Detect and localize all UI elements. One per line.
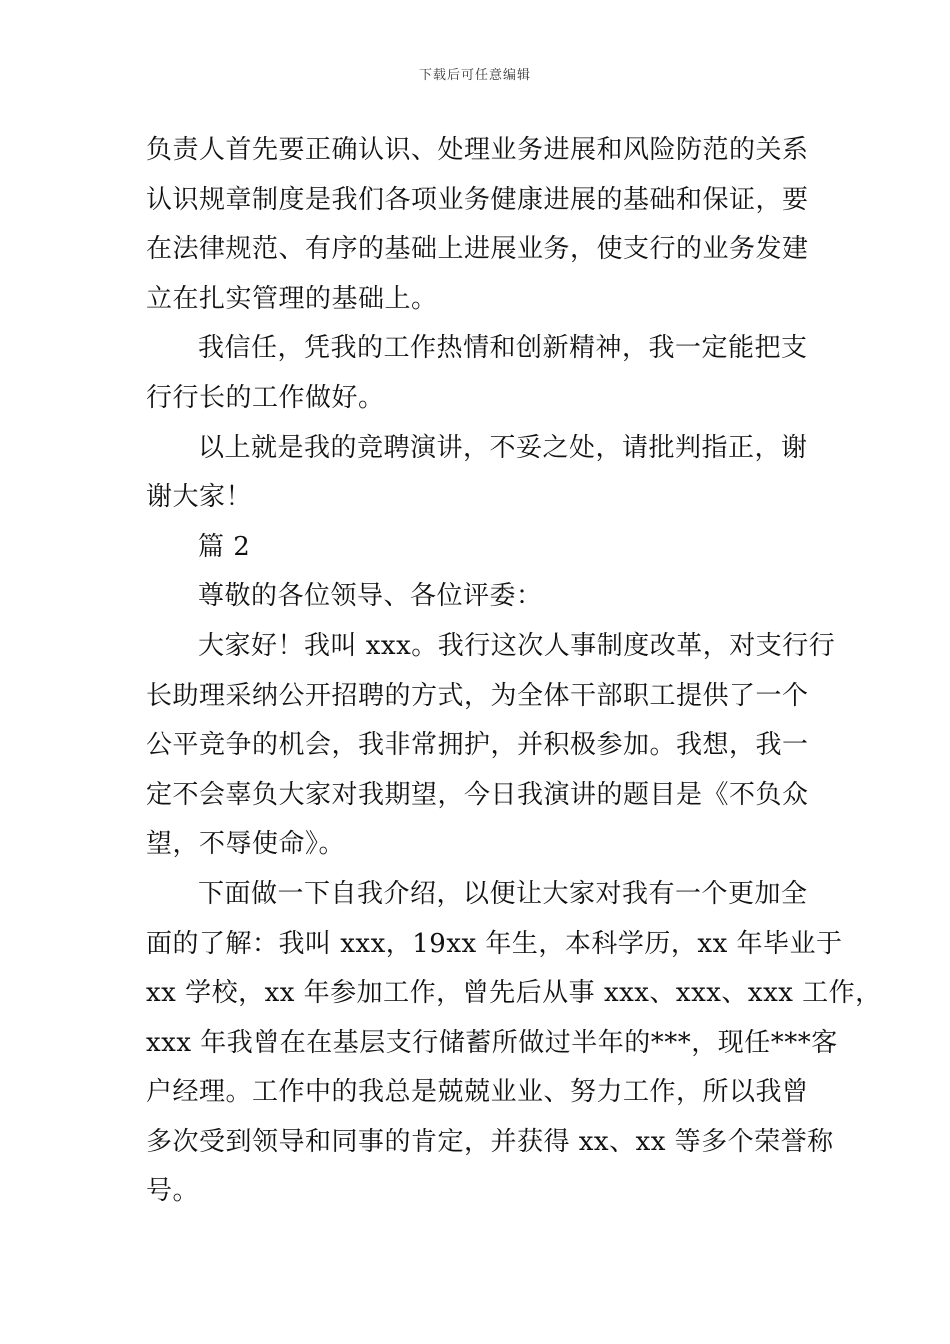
text-line: 号。: [146, 1176, 200, 1207]
text-line: 大家好！我叫 xxx。我行这次人事制度改革，对支行行: [198, 630, 836, 661]
section-heading: 篇 2: [198, 531, 251, 562]
header-note: 下载后可任意编辑: [418, 68, 531, 83]
text-line: 我信任，凭我的工作热情和创新精神，我一定能把支: [198, 333, 808, 364]
salutation-line: 尊敬的各位领导、各位评委：: [198, 581, 543, 612]
text-line: xx 学校，xx 年参加工作，曾先后从事 xxx、xxx、xxx 工作，: [146, 978, 882, 1009]
text-line: xxx 年我曾在在基层支行储蓄所做过半年的***，现任***客: [146, 1027, 838, 1058]
text-line: 多次受到领导和同事的肯定，并获得 xx、xx 等多个荣誉称: [146, 1126, 834, 1157]
text-line: 户经理。工作中的我总是兢兢业业、努力工作，所以我曾: [146, 1077, 809, 1108]
text-line: 公平竞争的机会，我非常拥护，并积极参加。我想，我一: [146, 730, 809, 761]
text-line: 在法律规范、有序的基础上进展业务，使支行的业务发建: [146, 234, 809, 265]
text-line: 长助理采纳公开招聘的方式，为全体干部职工提供了一个: [146, 680, 809, 711]
text-line: 行行长的工作做好。: [146, 382, 385, 413]
text-line: 认识规章制度是我们各项业务健康进展的基础和保证，要: [146, 184, 809, 215]
text-line: 面的了解：我叫 xxx，19xx 年生，本科学历，xx 年毕业于: [146, 928, 843, 959]
text-line: 下面做一下自我介绍，以便让大家对我有一个更加全: [198, 878, 808, 909]
text-line: 谢大家！: [146, 482, 253, 513]
text-line: 望，不辱使命》。: [146, 829, 346, 860]
text-line: 以上就是我的竞聘演讲，不妥之处，请批判指正，谢: [198, 432, 808, 463]
text-line: 负责人首先要正确认识、处理业务进展和风险防范的关系: [146, 135, 809, 165]
text-line: 定不会辜负大家对我期望，今日我演讲的题目是《不负众: [146, 779, 809, 810]
document-body: [146, 126, 882, 1217]
text-line: 立在扎实管理的基础上。: [146, 283, 438, 314]
